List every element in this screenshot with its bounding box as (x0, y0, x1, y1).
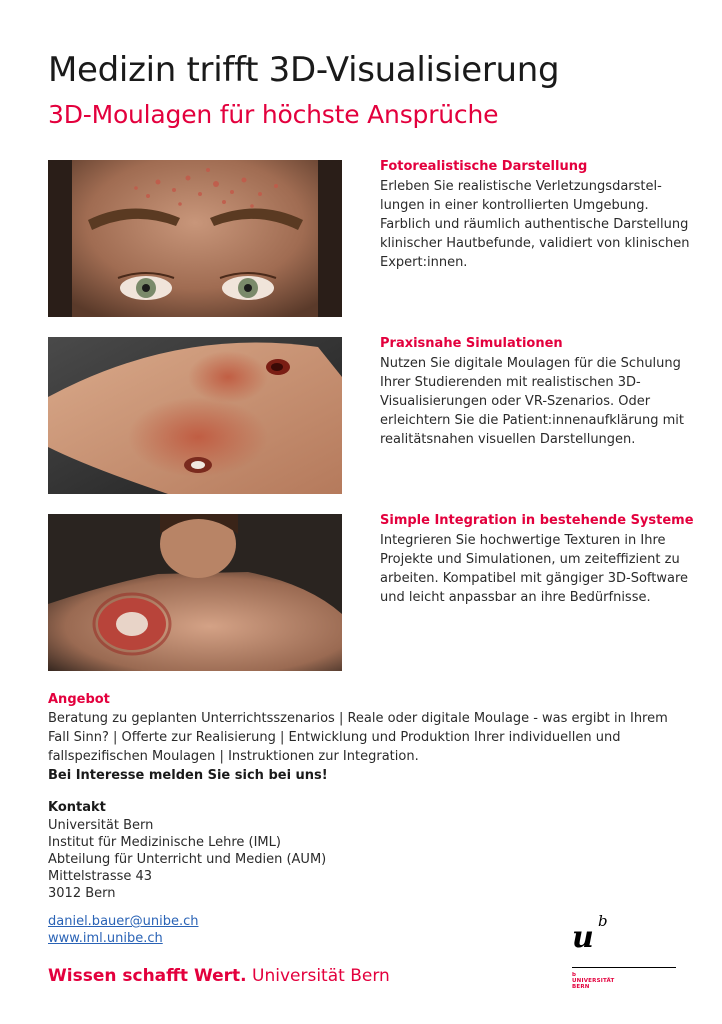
feature-title: Praxisnahe Simulationen (380, 336, 563, 351)
footer-slogan: Wissen schafft Wert. (48, 966, 247, 986)
contact-line: Abteilung für Unterricht und Medien (AUM) (48, 852, 327, 867)
offer-section (48, 690, 688, 785)
footer-institution: Universität Bern (252, 966, 390, 986)
feature-text: Nutzen Sie digitale Moulagen für die Schulung Ihrer Studierenden mit realistischen 3D-Visualisierungen oder VR-Szenarios. Oder erleichtern Sie die Patient:innenaufklärung mit realitätsnahen visuellen Darstellungen. (380, 356, 684, 447)
elbow-illustration (48, 337, 342, 494)
offer-text: Beratung zu geplanten Unterrichtsszenarios | Reale oder digitale Moulage - was ergibt in Ihrem Fall Sinn? | Offerte zur Realisierung | Entwicklung und Produktion Ihrer individuellen und fallspezifischen Moulagen | Instruktionen zur Integration. (48, 711, 668, 764)
contact-title: Kontakt (48, 800, 106, 815)
contact-line: Mittelstrasse 43 (48, 869, 153, 884)
contact-section (48, 798, 448, 902)
feature-text: Integrieren Sie hochwertige Texturen in Ihre Projekte und Simulationen, um zeiteffizient zu arbeiten. Kompatibel mit gängiger 3D-Software und leicht anpassbar an ihre Bedürfnisse. (380, 533, 689, 605)
face-forehead-image (48, 160, 342, 317)
feature-photorealistic (380, 158, 700, 272)
logo-line-1: b (572, 972, 577, 978)
logo-line-2: UNIVERSITÄT (572, 978, 615, 984)
page-title: Medizin trifft 3D-Visualisierung (48, 50, 560, 90)
chest-burn-image (48, 514, 342, 671)
contact-line: Universität Bern (48, 818, 154, 833)
logo-mark-b: b (598, 912, 608, 930)
feature-simulations (380, 335, 700, 449)
logo-line-3: BERN (572, 984, 590, 990)
feature-text: Erleben Sie realistische Verletzungsdarstellungen in einer kontrollierten Umgebung. Farblich und räumlich authentische Darstellung klinischer Hautbefunde, validiert von klinischen Expert:innen. (380, 179, 690, 270)
contact-line: 3012 Bern (48, 886, 116, 901)
logo-mark-u: u (572, 920, 594, 955)
university-logo (566, 912, 676, 992)
feature-title: Fotorealistische Darstellung (380, 159, 588, 174)
website-link[interactable]: www.iml.unibe.ch (48, 931, 163, 946)
elbow-wound-image (48, 337, 342, 494)
page-subtitle: 3D-Moulagen für höchste Ansprüche (48, 100, 499, 129)
contact-links (48, 913, 198, 947)
feature-title: Simple Integration in bestehende Systeme (380, 513, 694, 528)
logo-divider (572, 967, 676, 968)
contact-line: Institut für Medizinische Lehre (IML) (48, 835, 281, 850)
feature-integration (380, 512, 700, 607)
chest-illustration (48, 514, 342, 671)
face-illustration (48, 160, 342, 317)
offer-cta: Bei Interesse melden Sie sich bei uns! (48, 768, 328, 783)
offer-title: Angebot (48, 692, 110, 707)
logo-wordmark (572, 972, 614, 990)
footer-tagline (48, 966, 390, 986)
email-link[interactable]: daniel.bauer@unibe.ch (48, 914, 199, 929)
